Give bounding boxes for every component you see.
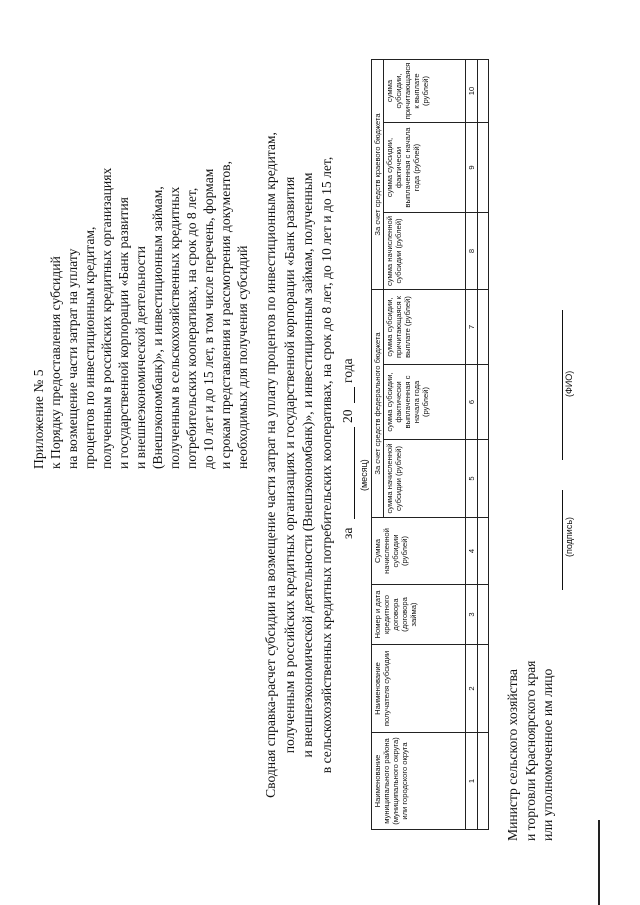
appendix-line: необходимых для получения субсидий [235, 245, 250, 469]
column-number: 7 [466, 290, 478, 365]
table-cell[interactable] [478, 645, 489, 733]
document-title [262, 45, 336, 885]
appendix-line: и срокам представления и рассмотрения документов, [218, 161, 233, 469]
appendix-line: процентов по инвестиционным кредитам, [82, 226, 97, 469]
table-cell[interactable] [478, 585, 489, 645]
header-accrued: Сумма начисленной субсидии (рублей) [372, 518, 466, 585]
table-cell[interactable] [478, 365, 489, 440]
appendix-line: полученным в сельскохозяйственных кредитных [167, 186, 182, 469]
month-blank[interactable] [354, 427, 355, 519]
signatory-line: и торговли Красноярского края [522, 660, 538, 841]
appendix-line: и государственной корпорации «Банк развития [116, 197, 131, 469]
column-number: 2 [466, 645, 478, 733]
header-contract: Номер и дата кредитного договора (договора займа) [372, 585, 466, 645]
column-number: 3 [466, 585, 478, 645]
header-federal-due: сумма субсидии, причитающаяся к выплате (рублей) [384, 290, 466, 365]
appendix-line: до 10 лет и до 15 лет, в том числе перечень, формам [201, 168, 216, 469]
header-recipient: Наименование получателя субсидии [372, 645, 466, 733]
appendix-line: и внешнеэкономической деятельности [133, 246, 148, 469]
title-line: Сводная справка-расчет субсидии на возмещение части затрат на уплату процентов по инвестиционным кредитам, [263, 132, 278, 798]
name-caption: (ФИО) [564, 370, 574, 397]
column-number: 8 [466, 213, 478, 290]
appendix-line: полученным в российских кредитных организациях [99, 167, 114, 469]
subsidy-table [371, 59, 489, 830]
signatory-line: или уполномоченное им лицо [540, 668, 555, 841]
column-number: 1 [466, 733, 478, 830]
signature-blank[interactable] [562, 490, 563, 590]
title-line: полученным в российских кредитных организациях и государственной корпорации «Банк развития [281, 176, 297, 754]
table-cell[interactable] [478, 123, 489, 213]
header-municipality: Наименование муниципального района (муниципального округа) или городского округа [372, 733, 466, 830]
header-regional-group: За счет средств краевого бюджета [372, 60, 384, 290]
header-federal-group: За счет средств федерального бюджета [372, 290, 384, 518]
title-line: в сельскохозяйственных кредитных потребительских кооперативах, на срок до 8 лет, до 10 лет и до 15 лет, [318, 156, 334, 774]
column-number: 6 [466, 365, 478, 440]
period-za: за [340, 527, 355, 539]
month-caption: (месяц) [359, 459, 369, 491]
table-cell[interactable] [478, 60, 489, 123]
table-cell[interactable] [478, 733, 489, 830]
year-blank[interactable] [354, 387, 355, 403]
name-blank[interactable] [562, 310, 563, 460]
header-regional-accrued: сумма начисленной субсидии (рублей) [384, 213, 466, 290]
table-cell[interactable] [478, 213, 489, 290]
signatory-line: Министр сельского хозяйства [505, 669, 520, 841]
year-prefix: 20 [340, 409, 355, 423]
table-cell[interactable] [478, 290, 489, 365]
header-regional-paid: сумма субсидии, фактически выплаченная с начала года (рублей) [384, 123, 466, 213]
column-number: 4 [466, 518, 478, 585]
appendix-line: (Внешэкономбанк)», и инвестиционным займам, [150, 186, 165, 469]
title-line: и внешнеэкономической деятельности (Внешэкономбанк)», и инвестиционным займам, полученным [300, 172, 315, 758]
table-row [478, 60, 489, 830]
appendix-line: к Порядку предоставления субсидий [48, 256, 63, 469]
appendix-line: потребительских кооперативах, на срок до 8 лет, [184, 187, 199, 469]
column-number: 10 [466, 60, 478, 123]
header-federal-accrued: сумма начисленной субсидии (рублей) [384, 440, 466, 518]
header-federal-paid: сумма субсидии, фактически выплаченная с начала года (рублей) [384, 365, 466, 440]
column-number: 5 [466, 440, 478, 518]
signatory-block [504, 661, 557, 841]
table-cell[interactable] [478, 440, 489, 518]
header-regional-due: сумма субсидии, причитающаяся к выплате (рублей) [384, 60, 466, 123]
table-cell[interactable] [478, 518, 489, 585]
appendix-header [30, 29, 251, 469]
appendix-line: Приложение № 5 [31, 369, 46, 469]
year-suffix: года [340, 358, 355, 383]
scan-edge-line [598, 820, 600, 905]
signature-caption: (подпись) [564, 516, 574, 557]
appendix-line: на возмещение части затрат на уплату [65, 248, 80, 469]
column-number-row [466, 60, 478, 830]
column-number: 9 [466, 123, 478, 213]
